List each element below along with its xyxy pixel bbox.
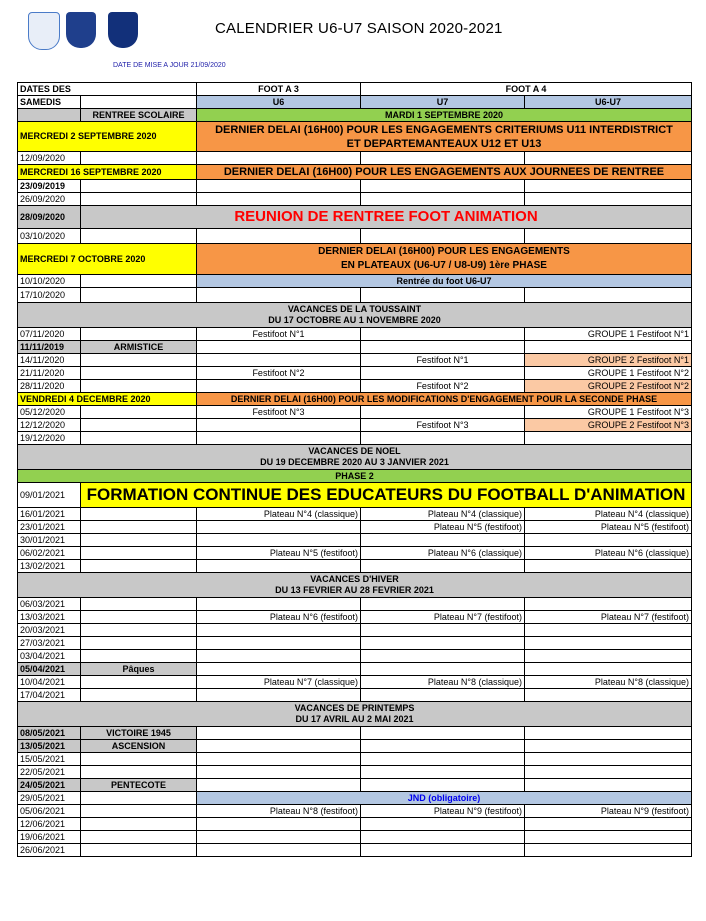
table-row — [18, 432, 692, 445]
deadline-note: DERNIER DELAI (16H00) POUR LES MODIFICATIONS D'ENGAGEMENT POUR LA SECONDE PHASE — [197, 393, 692, 406]
empty-cell — [525, 727, 692, 740]
header-foot4: FOOT A 4 — [361, 83, 692, 96]
empty-cell — [525, 637, 692, 650]
district-logo — [28, 12, 60, 50]
empty-cell — [361, 341, 525, 354]
date-cell: 10/04/2021 — [18, 676, 81, 689]
empty-cell — [197, 534, 361, 547]
empty-cell — [525, 753, 692, 766]
table-row — [18, 831, 692, 844]
formation-banner: FORMATION CONTINUE DES EDUCATEURS DU FOOTBALL D'ANIMATION — [81, 483, 692, 508]
deadline-note: DERNIER DELAI (16H00) POUR LES ENGAGEMENTS CRITERIUMS U11 INTERDISTRICT ET DEPARTEMANTEAUX U12 ET U13 — [197, 122, 692, 152]
empty-cell — [361, 406, 525, 419]
empty-cell — [197, 521, 361, 534]
empty-cell — [197, 560, 361, 573]
empty-cell — [197, 650, 361, 663]
empty-cell — [81, 229, 197, 244]
date-cell: 26/09/2020 — [18, 193, 81, 206]
header-row-2 — [18, 96, 692, 109]
event-cell: Plateau N°5 (festifoot) — [197, 547, 361, 560]
empty-cell — [197, 624, 361, 637]
empty-cell — [197, 818, 361, 831]
empty-cell — [81, 844, 197, 857]
empty-cell — [81, 406, 197, 419]
page-title: CALENDRIER U6-U7 SAISON 2020-2021 — [215, 20, 503, 37]
empty-cell — [81, 766, 197, 779]
holiday-label: ARMISTICE — [81, 341, 197, 354]
date-cell: 27/03/2021 — [18, 637, 81, 650]
date-cell: 13/02/2021 — [18, 560, 81, 573]
event-cell: GROUPE 2 Festifoot N°3 — [525, 419, 692, 432]
empty-cell — [525, 818, 692, 831]
empty-cell — [361, 367, 525, 380]
date-cell: 11/11/2019 — [18, 341, 81, 354]
empty-cell — [197, 598, 361, 611]
empty-cell — [81, 193, 197, 206]
table-row — [18, 560, 692, 573]
table-row — [18, 193, 692, 206]
holiday-label: PENTECOTE — [81, 779, 197, 792]
event-cell: GROUPE 1 Festifoot N°3 — [525, 406, 692, 419]
empty-cell — [81, 534, 197, 547]
empty-cell — [361, 180, 525, 193]
logos — [28, 12, 138, 52]
empty-cell — [197, 341, 361, 354]
vacances-printemps: VACANCES DE PRINTEMPS DU 17 AVRIL AU 2 MAI 2021 — [18, 702, 692, 727]
empty-cell — [525, 193, 692, 206]
empty-cell — [525, 534, 692, 547]
empty-cell — [81, 792, 197, 805]
empty-cell — [81, 676, 197, 689]
table-row — [18, 792, 692, 805]
table-row — [18, 689, 692, 702]
empty-cell — [525, 663, 692, 676]
empty-cell — [361, 831, 525, 844]
table-row — [18, 766, 692, 779]
empty-cell — [525, 288, 692, 303]
empty-cell — [197, 831, 361, 844]
date-cell: 14/11/2020 — [18, 354, 81, 367]
empty-cell — [81, 275, 197, 288]
empty-cell — [361, 727, 525, 740]
date-cell: 12/06/2021 — [18, 818, 81, 831]
phase-2: PHASE 2 — [18, 470, 692, 483]
empty-cell — [361, 844, 525, 857]
empty-cell — [525, 740, 692, 753]
jnd-cell: JND (obligatoire) — [197, 792, 692, 805]
table-row — [18, 534, 692, 547]
empty-cell — [361, 432, 525, 445]
holiday-label: Pâques — [81, 663, 197, 676]
table-row — [18, 779, 692, 792]
empty-cell — [197, 288, 361, 303]
rentree-date: MARDI 1 SEPTEMBRE 2020 — [197, 109, 692, 122]
empty-cell — [81, 637, 197, 650]
empty-cell — [197, 180, 361, 193]
event-cell: Plateau N°6 (festifoot) — [197, 611, 361, 624]
table-row — [18, 288, 692, 303]
event-cell: Plateau N°9 (festifoot) — [525, 805, 692, 818]
vacances-hiver: VACANCES D'HIVER DU 13 FEVRIER AU 28 FEVRIER 2021 — [18, 573, 692, 598]
empty-cell — [197, 727, 361, 740]
table-row — [18, 508, 692, 521]
empty-cell — [81, 508, 197, 521]
event-cell: Plateau N°9 (festifoot) — [361, 805, 525, 818]
empty-cell — [525, 624, 692, 637]
vacances-noel: VACANCES DE NOEL DU 19 DECEMBRE 2020 AU 3 JANVIER 2021 — [18, 445, 692, 470]
empty-cell — [197, 663, 361, 676]
empty-cell — [81, 818, 197, 831]
empty-cell — [197, 380, 361, 393]
date-cell: 21/11/2020 — [18, 367, 81, 380]
date-cell: VENDREDI 4 DECEMBRE 2020 — [18, 393, 197, 406]
event-cell: Festifoot N°3 — [197, 406, 361, 419]
date-cell: 03/10/2020 — [18, 229, 81, 244]
event-cell: Festifoot N°2 — [361, 380, 525, 393]
table-row — [18, 598, 692, 611]
event-cell: GROUPE 2 Festifoot N°1 — [525, 354, 692, 367]
event-cell: Plateau N°7 (festifoot) — [361, 611, 525, 624]
table-row — [18, 229, 692, 244]
date-cell: 16/01/2021 — [18, 508, 81, 521]
date-cell: 19/12/2020 — [18, 432, 81, 445]
empty-cell — [197, 193, 361, 206]
date-cell: 20/03/2021 — [18, 624, 81, 637]
table-row — [18, 470, 692, 483]
table-row — [18, 367, 692, 380]
empty-cell — [81, 547, 197, 560]
event-cell: Plateau N°6 (classique) — [361, 547, 525, 560]
empty-cell — [18, 109, 81, 122]
table-row — [18, 521, 692, 534]
event-cell: Plateau N°6 (classique) — [525, 547, 692, 560]
event-cell: Festifoot N°3 — [361, 419, 525, 432]
date-cell: 24/05/2021 — [18, 779, 81, 792]
date-cell: 07/11/2020 — [18, 328, 81, 341]
table-row — [18, 727, 692, 740]
empty-cell — [81, 432, 197, 445]
date-cell: 08/05/2021 — [18, 727, 81, 740]
empty-cell — [197, 689, 361, 702]
empty-cell — [361, 779, 525, 792]
date-cell: 06/02/2021 — [18, 547, 81, 560]
event-cell: Plateau N°4 (classique) — [197, 508, 361, 521]
date-cell: 28/11/2020 — [18, 380, 81, 393]
empty-cell — [361, 624, 525, 637]
header-u6: U6 — [197, 96, 361, 109]
vacances-toussaint: VACANCES DE LA TOUSSAINT DU 17 OCTOBRE AU 1 NOVEMBRE 2020 — [18, 303, 692, 328]
table-row — [18, 419, 692, 432]
empty-cell — [197, 637, 361, 650]
date-cell: 06/03/2021 — [18, 598, 81, 611]
header-row-1 — [18, 83, 692, 96]
table-row — [18, 180, 692, 193]
empty-cell — [81, 598, 197, 611]
empty-cell — [81, 560, 197, 573]
event-cell: Plateau N°8 (festifoot) — [197, 805, 361, 818]
date-cell: 13/03/2021 — [18, 611, 81, 624]
date-cell: 23/09/2019 — [18, 180, 81, 193]
calendar-table — [17, 82, 692, 857]
empty-cell — [525, 831, 692, 844]
table-row — [18, 753, 692, 766]
empty-cell — [81, 611, 197, 624]
empty-cell — [81, 380, 197, 393]
table-row — [18, 165, 692, 180]
date-cell: 15/05/2021 — [18, 753, 81, 766]
empty-cell — [197, 844, 361, 857]
empty-cell — [525, 650, 692, 663]
reunion-banner: REUNION DE RENTREE FOOT ANIMATION — [81, 206, 692, 229]
empty-cell — [361, 598, 525, 611]
date-cell: 17/10/2020 — [18, 288, 81, 303]
table-row — [18, 206, 692, 229]
date-cell: 05/12/2020 — [18, 406, 81, 419]
date-cell: 30/01/2021 — [18, 534, 81, 547]
empty-cell — [361, 766, 525, 779]
table-row — [18, 637, 692, 650]
table-row — [18, 109, 692, 122]
event-cell: GROUPE 1 Festifoot N°1 — [525, 328, 692, 341]
date-cell: 12/09/2020 — [18, 152, 81, 165]
table-row — [18, 547, 692, 560]
event-cell: Plateau N°8 (classique) — [525, 676, 692, 689]
deadline-note: DERNIER DELAI (16H00) POUR LES ENGAGEMENTS AUX JOURNEES DE RENTREE — [197, 165, 692, 180]
table-row — [18, 341, 692, 354]
empty-cell — [525, 598, 692, 611]
empty-cell — [525, 152, 692, 165]
table-row — [18, 650, 692, 663]
empty-cell — [81, 288, 197, 303]
empty-cell — [525, 779, 692, 792]
empty-cell — [361, 152, 525, 165]
empty-cell — [525, 689, 692, 702]
date-cell: 09/01/2021 — [18, 483, 81, 508]
header-samedis: SAMEDIS — [18, 96, 81, 109]
update-date: DATE DE MISE A JOUR 21/09/2020 — [113, 62, 226, 69]
empty-cell — [525, 766, 692, 779]
empty-cell — [197, 419, 361, 432]
event-cell: Festifoot N°1 — [197, 328, 361, 341]
empty-cell — [81, 354, 197, 367]
header-foot3: FOOT A 3 — [197, 83, 361, 96]
empty-cell — [525, 844, 692, 857]
date-cell: 17/04/2021 — [18, 689, 81, 702]
table-row — [18, 152, 692, 165]
table-row — [18, 122, 692, 152]
date-cell: 05/04/2021 — [18, 663, 81, 676]
empty-cell — [81, 521, 197, 534]
empty-cell — [197, 229, 361, 244]
date-cell: 13/05/2021 — [18, 740, 81, 753]
header-u6u7: U6-U7 — [525, 96, 692, 109]
table-row — [18, 740, 692, 753]
date-cell: 05/06/2021 — [18, 805, 81, 818]
empty-cell — [81, 753, 197, 766]
header-u7: U7 — [361, 96, 525, 109]
date-cell: MERCREDI 2 SEPTEMBRE 2020 — [18, 122, 197, 152]
empty-cell — [81, 152, 197, 165]
event-cell: Plateau N°5 (festifoot) — [525, 521, 692, 534]
table-row — [18, 380, 692, 393]
empty-cell — [525, 180, 692, 193]
table-row — [18, 303, 692, 328]
deadline-note: DERNIER DELAI (16H00) POUR LES ENGAGEMENTS EN PLATEAUX (U6-U7 / U8-U9) 1ère PHASE — [197, 244, 692, 275]
event-cell: Plateau N°7 (festifoot) — [525, 611, 692, 624]
table-row — [18, 406, 692, 419]
date-cell: 23/01/2021 — [18, 521, 81, 534]
empty-cell — [361, 193, 525, 206]
event-cell: Festifoot N°1 — [361, 354, 525, 367]
date-cell: MERCREDI 7 OCTOBRE 2020 — [18, 244, 197, 275]
table-row — [18, 275, 692, 288]
empty-cell — [81, 180, 197, 193]
table-row — [18, 328, 692, 341]
empty-cell — [525, 341, 692, 354]
table-row — [18, 393, 692, 406]
empty-cell — [361, 753, 525, 766]
empty-cell — [197, 354, 361, 367]
table-row — [18, 624, 692, 637]
empty-cell — [197, 432, 361, 445]
table-row — [18, 611, 692, 624]
ligue-logo — [66, 12, 96, 48]
table-row — [18, 702, 692, 727]
event-cell: GROUPE 2 Festifoot N°2 — [525, 380, 692, 393]
empty-cell — [81, 831, 197, 844]
empty-cell — [361, 818, 525, 831]
date-cell: 29/05/2021 — [18, 792, 81, 805]
empty-cell — [361, 229, 525, 244]
event-cell: Plateau N°8 (classique) — [361, 676, 525, 689]
empty-cell — [197, 753, 361, 766]
event-cell: Plateau N°5 (festifoot) — [361, 521, 525, 534]
empty-cell — [197, 152, 361, 165]
empty-cell — [525, 432, 692, 445]
empty-cell — [81, 96, 197, 109]
table-row — [18, 676, 692, 689]
date-cell: 28/09/2020 — [18, 206, 81, 229]
event-cell: Plateau N°4 (classique) — [525, 508, 692, 521]
date-cell: 22/05/2021 — [18, 766, 81, 779]
table-row — [18, 354, 692, 367]
table-row — [18, 244, 692, 275]
empty-cell — [361, 689, 525, 702]
empty-cell — [361, 637, 525, 650]
holiday-label: ASCENSION — [81, 740, 197, 753]
empty-cell — [525, 560, 692, 573]
table-row — [18, 445, 692, 470]
rentree-foot: Rentrée du foot U6-U7 — [197, 275, 692, 288]
empty-cell — [81, 805, 197, 818]
empty-cell — [525, 229, 692, 244]
empty-cell — [361, 663, 525, 676]
header-dates: DATES DES — [18, 83, 197, 96]
empty-cell — [197, 779, 361, 792]
empty-cell — [197, 740, 361, 753]
table-row — [18, 818, 692, 831]
fff-logo — [108, 12, 138, 48]
empty-cell — [361, 560, 525, 573]
empty-cell — [361, 534, 525, 547]
event-cell: Plateau N°4 (classique) — [361, 508, 525, 521]
empty-cell — [81, 624, 197, 637]
table-row — [18, 483, 692, 508]
empty-cell — [81, 689, 197, 702]
date-cell: 19/06/2021 — [18, 831, 81, 844]
empty-cell — [361, 650, 525, 663]
date-cell: 26/06/2021 — [18, 844, 81, 857]
event-cell: Festifoot N°2 — [197, 367, 361, 380]
table-row — [18, 844, 692, 857]
empty-cell — [361, 288, 525, 303]
table-row — [18, 805, 692, 818]
empty-cell — [361, 740, 525, 753]
table-row — [18, 573, 692, 598]
empty-cell — [81, 367, 197, 380]
date-cell: 12/12/2020 — [18, 419, 81, 432]
date-cell: 10/10/2020 — [18, 275, 81, 288]
empty-cell — [361, 328, 525, 341]
event-cell: Plateau N°7 (classique) — [197, 676, 361, 689]
holiday-label: VICTOIRE 1945 — [81, 727, 197, 740]
empty-cell — [197, 766, 361, 779]
event-cell: GROUPE 1 Festifoot N°2 — [525, 367, 692, 380]
empty-cell — [81, 328, 197, 341]
empty-cell — [81, 419, 197, 432]
empty-cell — [81, 650, 197, 663]
date-cell: 03/04/2021 — [18, 650, 81, 663]
rentree-scolaire: RENTREE SCOLAIRE — [81, 109, 197, 122]
table-row — [18, 663, 692, 676]
date-cell: MERCREDI 16 SEPTEMBRE 2020 — [18, 165, 197, 180]
